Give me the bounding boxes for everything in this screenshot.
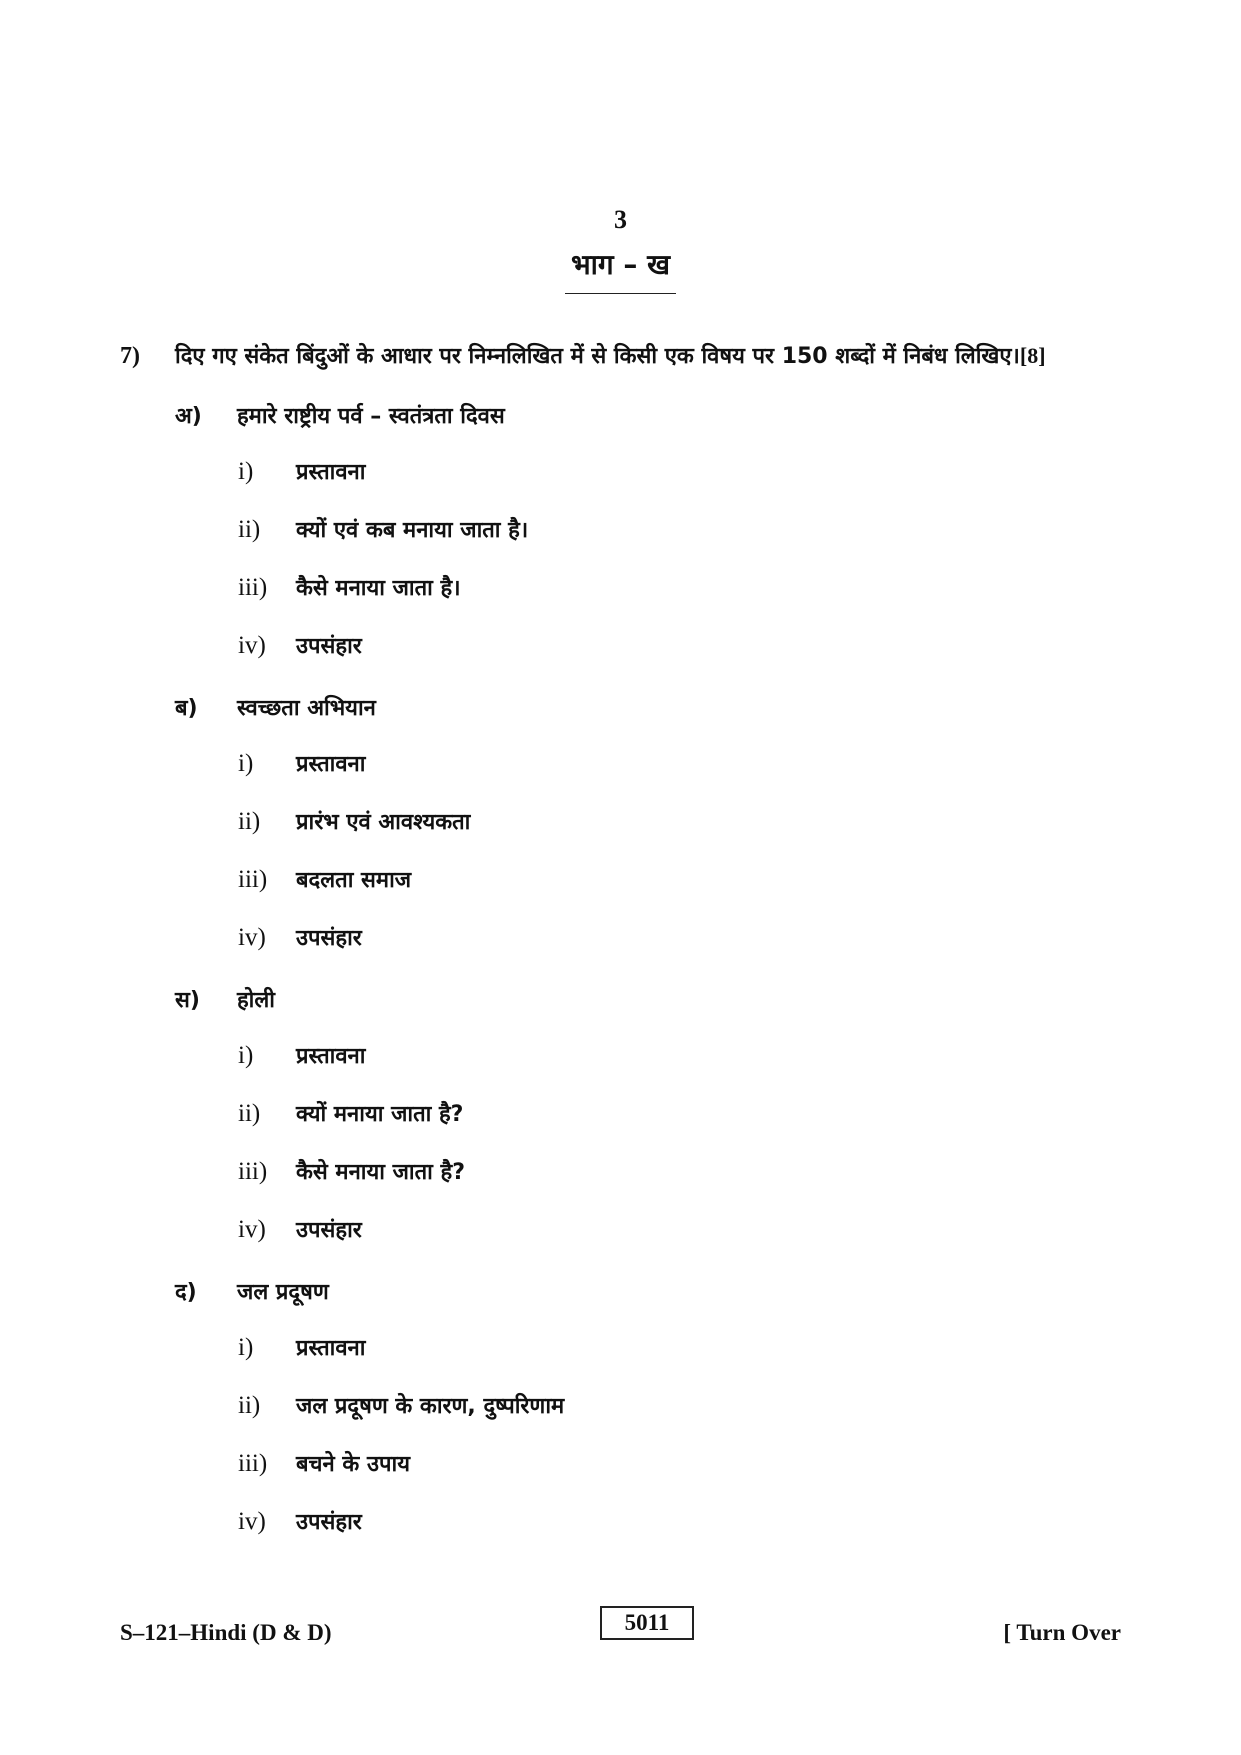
point-text: क्यों एवं कब मनाया जाता है। (296, 518, 529, 543)
point-text: उपसंहार (296, 926, 362, 951)
point-text: उपसंहार (296, 1510, 362, 1535)
point-text: प्रस्तावना (296, 752, 366, 777)
topic-c-point-4 (238, 1214, 362, 1244)
point-text: प्रस्तावना (296, 1044, 366, 1069)
point-number: iv) (238, 1216, 266, 1243)
point-text: कैसे मनाया जाता है। (296, 576, 461, 601)
topic-letter: अ) (175, 404, 202, 429)
point-number: iv) (238, 632, 266, 659)
point-text: उपसंहार (296, 1218, 362, 1243)
point-number: i) (238, 1334, 254, 1361)
question-7 (120, 340, 1130, 370)
point-number: iii) (238, 1158, 268, 1185)
topic-d-point-4 (238, 1506, 362, 1536)
point-text: क्यों मनाया जाता है? (296, 1102, 464, 1127)
point-text: कैसे मनाया जाता है? (296, 1160, 465, 1185)
point-text: बचने के उपाय (296, 1452, 410, 1477)
topic-a (175, 400, 505, 430)
paper-code: S–121–Hindi (D & D) (120, 1620, 332, 1645)
point-text: बदलता समाज (296, 868, 412, 893)
question-text: दिए गए संकेत बिंदुओं के आधार पर निम्नलिखित में से किसी एक विषय पर 150 शब्दों में निबंध लिखिए। (175, 344, 1020, 369)
topic-a-point-4 (238, 630, 362, 660)
topic-a-point-3 (238, 572, 461, 602)
point-number: i) (238, 750, 254, 777)
point-number: ii) (238, 516, 261, 543)
point-number: i) (238, 458, 254, 485)
point-text: प्रारंभ एवं आवश्यकता (296, 810, 471, 835)
topic-d-point-3 (238, 1448, 410, 1478)
center-code-box: 5011 (600, 1606, 694, 1640)
point-number: ii) (238, 1100, 261, 1127)
topic-b (175, 692, 376, 722)
point-number: iii) (238, 1450, 268, 1477)
topic-a-point-1 (238, 456, 365, 486)
point-text: प्रस्तावना (296, 460, 366, 485)
point-number: iii) (238, 574, 268, 601)
topic-d-point-2 (238, 1390, 564, 1420)
topic-title: स्वच्छता अभियान (237, 696, 376, 721)
question-marks: [8] (1019, 343, 1046, 368)
point-number: ii) (238, 808, 261, 835)
topic-d-point-1 (238, 1332, 365, 1362)
topic-b-point-4 (238, 922, 362, 952)
point-number: iii) (238, 866, 268, 893)
point-number: iv) (238, 924, 266, 951)
topic-c-point-1 (238, 1040, 365, 1070)
topic-letter: स) (175, 988, 200, 1013)
section-title-wrap (0, 245, 1241, 294)
topic-b-point-3 (238, 864, 411, 894)
page-number: 3 (614, 205, 627, 234)
topic-c-point-3 (238, 1156, 465, 1186)
point-text: उपसंहार (296, 634, 362, 659)
topic-title: होली (237, 988, 275, 1013)
topic-title: हमारे राष्ट्रीय पर्व – स्वतंत्रता दिवस (237, 404, 505, 429)
point-number: ii) (238, 1392, 261, 1419)
turn-over-label: [ Turn Over (1003, 1620, 1121, 1645)
point-text: प्रस्तावना (296, 1336, 366, 1361)
topic-letter: द) (175, 1280, 197, 1305)
point-number: iv) (238, 1508, 266, 1535)
point-text: जल प्रदूषण के कारण, दुष्परिणाम (296, 1394, 565, 1419)
topic-b-point-2 (238, 806, 470, 836)
question-number: 7) (120, 343, 140, 369)
section-title: भाग – ख (565, 245, 676, 294)
topic-c-point-2 (238, 1098, 463, 1128)
topic-c (175, 984, 275, 1014)
point-number: i) (238, 1042, 254, 1069)
topic-a-point-2 (238, 514, 528, 544)
topic-b-point-1 (238, 748, 365, 778)
topic-title: जल प्रदूषण (237, 1280, 329, 1305)
topic-letter: ब) (175, 696, 198, 721)
topic-d (175, 1276, 329, 1306)
